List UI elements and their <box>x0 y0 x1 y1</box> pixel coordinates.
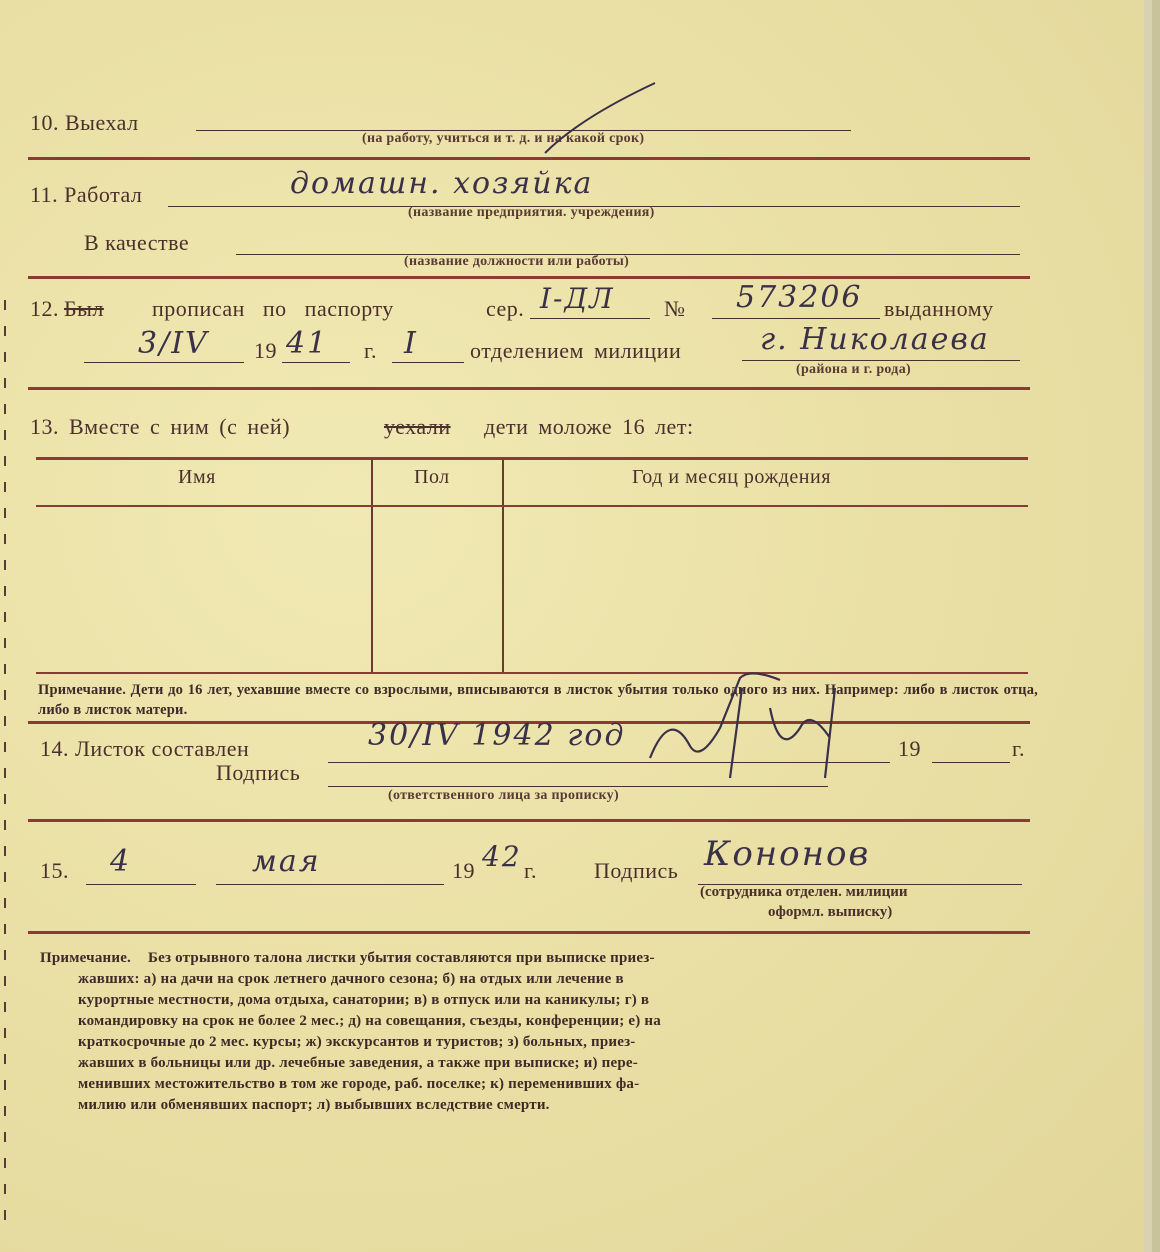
row15-sign-label: Подпись <box>594 858 679 883</box>
row13-text-b: дети моложе 16 лет: <box>484 414 694 439</box>
row10-label: 10. Выехал <box>30 110 139 135</box>
row10-caption: (на работу, учиться и т. д. и на какой срок) <box>362 131 645 146</box>
perforation-mark <box>4 742 6 752</box>
row12-date-value: 3/IV <box>138 326 209 361</box>
perforation-mark <box>4 1158 6 1168</box>
row12-city-value: г. Николаева <box>760 322 990 357</box>
row12-ser-label: сер. <box>486 296 525 321</box>
row15-sign-value: Кононов <box>704 834 871 874</box>
table-top-rule <box>36 457 1028 460</box>
row12-series-value: I-ДЛ <box>540 282 615 315</box>
rule-after-row12 <box>28 387 1030 390</box>
row15-caption-1: (сотрудника отделен. милиции <box>700 884 908 900</box>
perforation-mark <box>4 404 6 414</box>
row14-sign-line <box>328 786 828 787</box>
note-line-2: жавших: а) на дачи на срок летнего дачного сезона; б) на отдых или лечение в <box>78 971 624 987</box>
perforation-mark <box>4 534 6 544</box>
table-col-sex: Пол <box>414 466 450 488</box>
row12-dept-label: отделением милиции <box>470 338 682 363</box>
rule-after-row14 <box>28 819 1030 822</box>
row14-year-line <box>932 762 1010 763</box>
perforation-mark <box>4 326 6 336</box>
row11-role-caption: (название должности или работы) <box>404 254 630 269</box>
perforation-mark <box>4 612 6 622</box>
row12-caption: (района и г. рода) <box>796 362 911 377</box>
row15-year-value: 42 <box>482 840 522 873</box>
row15-month-value: мая <box>252 844 321 879</box>
perforation-mark <box>4 560 6 570</box>
perforation-mark <box>4 1210 6 1220</box>
perforation-mark <box>4 1028 6 1038</box>
table-divider-1 <box>371 460 373 672</box>
row11-work-caption: (название предприятия. учреждения) <box>408 205 655 220</box>
row12-g-label: г. <box>364 338 378 363</box>
perforation-mark <box>4 1002 6 1012</box>
row12-city-line <box>742 360 1020 361</box>
table-col-birth: Год и месяц рождения <box>632 466 831 488</box>
row14-year-prefix: 19 <box>898 736 921 761</box>
page-edge <box>1144 0 1152 1252</box>
row14-caption: (ответственного лица за прописку) <box>388 788 619 803</box>
row12-number-line <box>712 318 880 319</box>
row12-date-line <box>84 362 244 363</box>
perforation-mark <box>4 794 6 804</box>
row14-date-value: 30/IV 1942 год <box>368 718 626 753</box>
row12-year-line <box>282 362 350 363</box>
perforation-mark <box>4 1080 6 1090</box>
table-col-name: Имя <box>178 466 216 488</box>
row14-g-label: г. <box>1012 736 1026 761</box>
perforation-mark <box>4 716 6 726</box>
perforation-mark <box>4 976 6 986</box>
perforation-mark <box>4 690 6 700</box>
perforation-mark <box>4 1106 6 1116</box>
perforation-mark <box>4 482 6 492</box>
row12-dept-value: I <box>404 326 418 361</box>
perforation-mark <box>4 300 6 310</box>
note-line-7: менивших местожительство в том же городе, раб. поселке; к) переменивших фа- <box>78 1076 640 1092</box>
note-line-5: краткосрочные до 2 мес. курсы; ж) экскурсантов и туристов; з) больных, приез- <box>78 1034 636 1050</box>
perforation-mark <box>4 898 6 908</box>
row15-g-label: г. <box>524 858 538 883</box>
row13-text-a: 13. Вместе с ним (с ней) <box>30 414 291 439</box>
row12-series-line <box>530 318 650 319</box>
row14-signature <box>630 668 860 788</box>
row12-prefix: 12. <box>30 296 59 321</box>
row12-issued-label: выданному <box>884 296 994 321</box>
row11-work-value: домашн. хозяйка <box>290 166 594 201</box>
perforation-mark <box>4 924 6 934</box>
perforation-mark <box>4 430 6 440</box>
note-line-1: Без отрывного талона листки убытия составляются при выписке приез- <box>148 950 655 966</box>
note-line-8: милию или обменявших паспорт; л) выбывших вследствие смерти. <box>78 1097 550 1113</box>
row13-struck-word: уехали <box>384 414 451 439</box>
row15-day-value: 4 <box>110 844 132 879</box>
perforation-mark <box>4 950 6 960</box>
rule-after-row10 <box>28 157 1030 160</box>
row12-num-label: № <box>664 296 686 321</box>
row15-day-line <box>86 884 196 885</box>
perforation-mark <box>4 638 6 648</box>
perforation-mark <box>4 378 6 388</box>
perforation-mark <box>4 586 6 596</box>
row12-year-prefix: 19 <box>254 338 277 363</box>
table-header-rule <box>36 505 1028 507</box>
perforation-mark <box>4 768 6 778</box>
row15-month-line <box>216 884 444 885</box>
perforation-mark <box>4 508 6 518</box>
row12-text: прописан по паспорту <box>152 296 394 321</box>
perforation-mark <box>4 1132 6 1142</box>
row12-number-value: 573206 <box>736 280 863 315</box>
rule-after-row11 <box>28 276 1030 279</box>
note-children: Примечание. Дети до 16 лет, уехавшие вместе со взрослыми, вписываются в листок убытия только одного из них. Например: либо в листок отца, либо в листок матери. <box>38 682 1038 718</box>
row15-prefix: 15. <box>40 858 69 883</box>
row12-year-value: 41 <box>286 326 329 361</box>
perforation-mark <box>4 456 6 466</box>
perforation-mark <box>4 1054 6 1064</box>
row11-work-label: 11. Работал <box>30 182 143 207</box>
row12-struck-word: Был <box>64 296 104 321</box>
row11-role-label: В качестве <box>84 230 190 255</box>
note-lead: Примечание. <box>40 950 132 966</box>
perforation-mark <box>4 846 6 856</box>
note-line-3: курортные местности, дома отдыха, санатории; в) в отпуск или на каникулы; г) в <box>78 992 650 1008</box>
row12-dept-line <box>392 362 464 363</box>
row10-strike-mark <box>540 78 660 158</box>
perforation-mark <box>4 1184 6 1194</box>
note-line-6: жавших в больницы или др. лечебные заведения, а также при выписке; и) пере- <box>78 1055 638 1071</box>
note-line-4: командировку на срок не более 2 мес.; д) на совещания, съезды, конференции; е) на <box>78 1013 661 1029</box>
perforation-mark <box>4 352 6 362</box>
perforation-mark <box>4 820 6 830</box>
perforation-mark <box>4 872 6 882</box>
table-divider-2 <box>502 460 504 672</box>
row14-sign-label: Подпись <box>216 760 301 785</box>
row14-label: 14. Листок составлен <box>40 736 250 761</box>
table-bottom-rule <box>36 672 1028 674</box>
row15-caption-2: оформл. выписку) <box>768 904 893 920</box>
row15-year-prefix: 19 <box>452 858 475 883</box>
perforation-mark <box>4 664 6 674</box>
rule-after-row15 <box>28 931 1030 934</box>
